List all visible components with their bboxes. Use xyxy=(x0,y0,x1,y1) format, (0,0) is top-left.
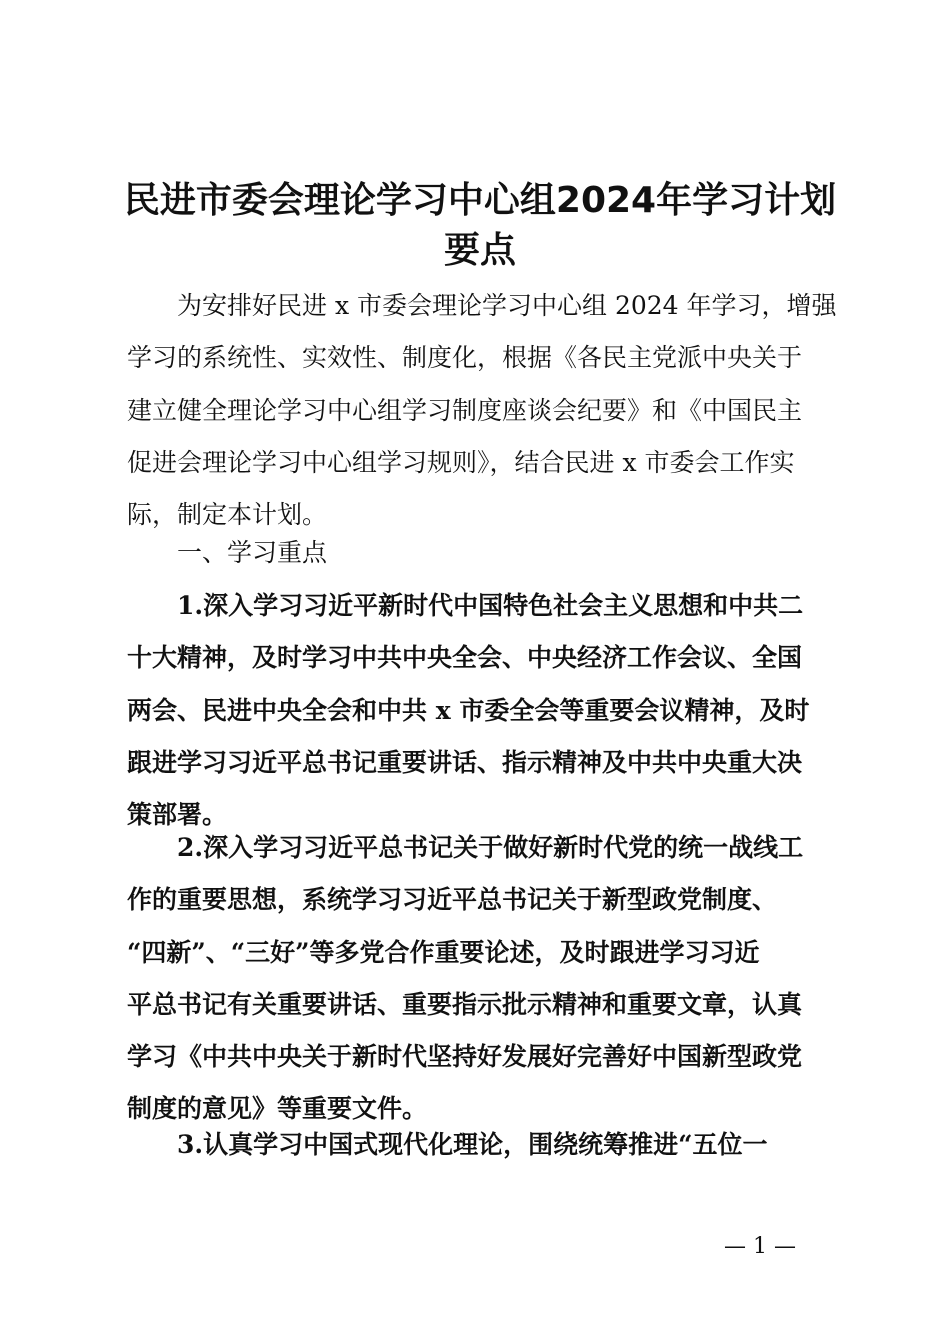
item-line: 两会、民进中央全会和中共 x 市委全会等重要会议精神，及时 xyxy=(127,695,810,725)
intro-line: 际，制定本计划。 xyxy=(127,500,328,530)
study-item-2 xyxy=(127,822,837,1136)
page-number: — 1 — xyxy=(724,1234,796,1259)
item-line: 1.深入学习习近平新时代中国特色社会主义思想和中共二 xyxy=(177,591,804,620)
item-line: 十大精神，及时学习中共中央全会、中央经济工作会议、全国 xyxy=(127,643,803,673)
study-item-3 xyxy=(127,1119,837,1171)
item-line: 2.深入学习习近平总书记关于做好新时代党的统一战线工 xyxy=(177,833,804,862)
item-line: 作的重要思想，系统学习习近平总书记关于新型政党制度、 xyxy=(127,885,778,915)
intro-line: 促进会理论学习中心组学习规则》，结合民进 x 市委会工作实 xyxy=(127,447,795,477)
item-line: 3.认真学习中国式现代化理论，围绕统筹推进“五位一 xyxy=(177,1130,768,1159)
section-heading-text: 一、学习重点 xyxy=(177,538,328,567)
intro-paragraph xyxy=(127,280,837,541)
section-heading-study-focus xyxy=(127,527,837,579)
item-line: 跟进学习习近平总书记重要讲话、指示精神及中共中央重大决 xyxy=(127,747,803,777)
item-line: 平总书记有关重要讲话、重要指示批示精神和重要文章，认真 xyxy=(127,989,803,1019)
document-title-line-2: 要点 xyxy=(443,230,516,271)
study-item-1 xyxy=(127,580,837,841)
intro-line: 建立健全理论学习中心组学习制度座谈会纪要》和《中国民主 xyxy=(127,395,803,425)
item-line: 策部署。 xyxy=(127,800,228,830)
item-line: 制度的意见》等重要文件。 xyxy=(127,1094,428,1124)
document-title-line-1: 民进市委会理论学习中心组2024年学习计划 xyxy=(123,180,837,221)
intro-line: 为安排好民进 x 市委会理论学习中心组 2024 年学习，增强 xyxy=(177,291,837,320)
item-line: 学习《中共中央关于新时代坚持好发展好完善好中国新型政党 xyxy=(127,1042,803,1072)
item-line: “四新”、“三好”等多党合作重要论述，及时跟进学习习近 xyxy=(127,937,760,967)
intro-line: 学习的系统性、实效性、制度化，根据《各民主党派中央关于 xyxy=(127,343,803,373)
